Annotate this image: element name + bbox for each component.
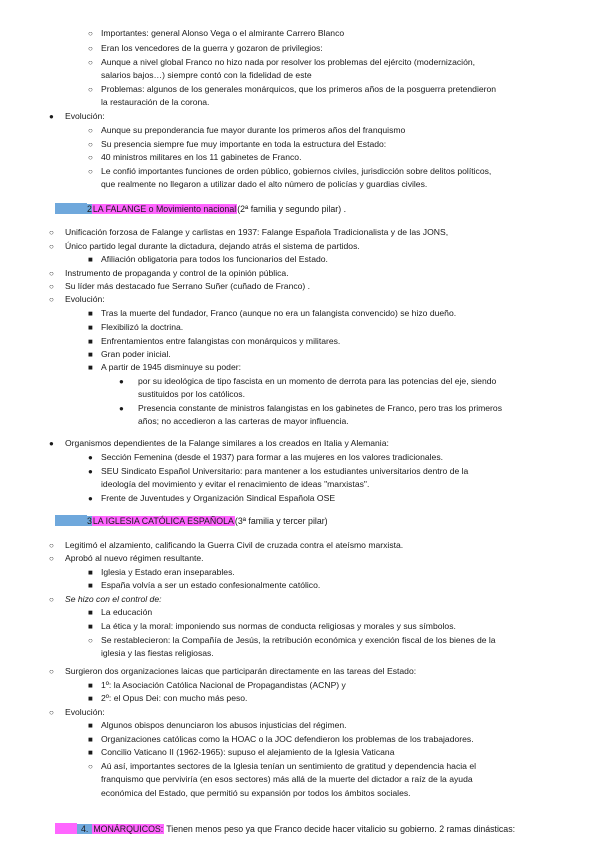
highlight-bar bbox=[55, 515, 87, 526]
list-item: Aú así, importantes sectores de la Iglesia tenían un sentimiento de gratitud y dependencia hacia el bbox=[101, 761, 477, 771]
list-item: Sección Femenina (desde el 1937) para formar a las mujeres en los valores tradicionales. bbox=[101, 452, 444, 462]
list-item: Organizaciones católicas como la HOAC o la JOC defendieron los problemas de los trabajadores. bbox=[101, 734, 474, 744]
list-item: Aprobó al nuevo régimen resultante. bbox=[65, 553, 204, 563]
bullet-disc: ● bbox=[49, 439, 54, 448]
bullet-disc: ● bbox=[119, 404, 124, 413]
list-item: Algunos obispos denunciaron los abusos injusticias del régimen. bbox=[101, 720, 347, 730]
list-item: Tras la muerte del fundador, Franco (aunque no era un falangista convencido) se hizo dueño. bbox=[101, 308, 457, 318]
section-title: LA FALANGE o Movimiento nacional bbox=[92, 204, 237, 214]
bullet-square: ■ bbox=[88, 694, 93, 703]
bullet-square: ■ bbox=[88, 608, 93, 617]
list-item: Problemas: algunos de los generales monárquicos, que los primeros años de la posguerra pretendieron bbox=[101, 84, 497, 94]
bullet-square: ■ bbox=[88, 309, 93, 318]
list-item-continuation: salarios bajos…) siempre contó con la fidelidad de este bbox=[101, 70, 312, 80]
list-item-continuation: franquismo que perviviría (en esos sectores) más allá de la muerte del dictador a raíz de la ayuda bbox=[101, 774, 473, 784]
bullet-circle: ○ bbox=[88, 153, 93, 162]
bullet-circle: ○ bbox=[49, 295, 54, 304]
section-subtitle: (3ª familia y tercer pilar) bbox=[234, 516, 328, 526]
list-item-continuation: que realmente no llegaron a utilizar dado el alto número de policías y guardias civiles. bbox=[101, 179, 428, 189]
list-item: Iglesia y Estado eran inseparables. bbox=[101, 567, 235, 577]
list-item: Importantes: general Alonso Vega o el almirante Carrero Blanco bbox=[101, 28, 345, 38]
bullet-disc: ● bbox=[119, 377, 124, 386]
section-title: MONÁRQUICOS: bbox=[93, 824, 164, 834]
bullet-disc: ● bbox=[88, 494, 93, 503]
bullet-disc: ● bbox=[88, 467, 93, 476]
list-item: Se hizo con el control de: bbox=[65, 594, 162, 604]
list-item: Le confió importantes funciones de orden público, gobiernos civiles, jurisdicción sobre delitos políticos, bbox=[101, 166, 492, 176]
bullet-square: ■ bbox=[88, 568, 93, 577]
bullet-circle: ○ bbox=[88, 140, 93, 149]
section-number: 4. bbox=[77, 824, 92, 834]
section-subtitle: (2ª familia y segundo pilar) . bbox=[237, 204, 347, 214]
list-item: Aunque a nivel global Franco no hizo nada por resolver los problemas del ejército (modernización, bbox=[101, 57, 476, 67]
highlight-bar bbox=[55, 203, 87, 214]
bullet-square: ■ bbox=[88, 681, 93, 690]
bullet-circle: ○ bbox=[49, 595, 54, 604]
section-title: LA IGLESIA CATÓLICA ESPAÑOLA bbox=[92, 516, 234, 526]
bullet-circle: ○ bbox=[88, 167, 93, 176]
list-item: Instrumento de propaganda y control de la opinión pública. bbox=[65, 268, 289, 278]
list-item: Legitimó el alzamiento, calificando la Guerra Civil de cruzada contra el ateísmo marxista. bbox=[65, 540, 404, 550]
list-item: Su líder más destacado fue Serrano Suñer (cuñado de Franco) . bbox=[65, 281, 311, 291]
list-item: por su ideológica de tipo fascista en un momento de derrota para las potencias del eje, siendo bbox=[138, 376, 497, 386]
bullet-circle: ○ bbox=[88, 636, 93, 645]
bullet-circle: ○ bbox=[49, 708, 54, 717]
list-item: Presencia constante de ministros falangistas en los gabinetes de Franco, pero tras los primeros bbox=[138, 403, 502, 413]
section-subtitle: Tienen menos peso ya que Franco decide hacer vitalicio su gobierno. 2 ramas dinásticas: bbox=[166, 824, 516, 834]
list-item-continuation: económica del Estado, que permitió su expansión por todos los ámbitos sociales. bbox=[101, 788, 411, 798]
bullet-circle: ○ bbox=[88, 762, 93, 771]
list-item: La educación bbox=[101, 607, 153, 617]
bullet-disc: ● bbox=[49, 112, 54, 121]
evolucion-label: Evolución: bbox=[65, 294, 105, 304]
list-item-continuation: iglesia y las fiestas religiosas. bbox=[101, 648, 214, 658]
list-item: Afiliación obligatoria para todos los funcionarios del Estado. bbox=[101, 254, 328, 264]
section-number: 2 bbox=[87, 204, 92, 214]
list-item: Frente de Juventudes y Organización Sindical Española OSE bbox=[101, 493, 336, 503]
bullet-square: ■ bbox=[88, 735, 93, 744]
bullet-square: ■ bbox=[88, 350, 93, 359]
bullet-circle: ○ bbox=[49, 228, 54, 237]
bullet-square: ■ bbox=[88, 721, 93, 730]
bullet-circle: ○ bbox=[49, 667, 54, 676]
list-item: Aunque su preponderancia fue mayor durante los primeros años del franquismo bbox=[101, 125, 406, 135]
list-item: Concilio Vaticano II (1962-1965): supuso el alejamiento de la Iglesia Vaticana bbox=[101, 747, 395, 757]
section-heading-falange bbox=[55, 203, 346, 215]
bullet-circle: ○ bbox=[49, 541, 54, 550]
list-item: Gran poder inicial. bbox=[101, 349, 171, 359]
bullet-circle: ○ bbox=[88, 126, 93, 135]
bullet-square: ■ bbox=[88, 363, 93, 372]
list-item: Único partido legal durante la dictadura, dejando atrás el sistema de partidos. bbox=[65, 241, 360, 251]
bullet-circle: ○ bbox=[88, 29, 93, 38]
list-item-continuation: la restauración de la corona. bbox=[101, 97, 210, 107]
highlight-bar bbox=[55, 823, 77, 834]
bullet-circle: ○ bbox=[88, 44, 93, 53]
bullet-circle: ○ bbox=[49, 242, 54, 251]
bullet-square: ■ bbox=[88, 581, 93, 590]
list-item: Surgieron dos organizaciones laicas que participarán directamente en las tareas del Estado: bbox=[65, 666, 417, 676]
bullet-square: ■ bbox=[88, 748, 93, 757]
list-item: 40 ministros militares en los 11 gabinetes de Franco. bbox=[101, 152, 302, 162]
list-item: Flexibilizó la doctrina. bbox=[101, 322, 184, 332]
bullet-circle: ○ bbox=[88, 85, 93, 94]
bullet-circle: ○ bbox=[49, 282, 54, 291]
list-item: España volvía a ser un estado confesionalmente católico. bbox=[101, 580, 321, 590]
bullet-square: ■ bbox=[88, 337, 93, 346]
list-item: A partir de 1945 disminuye su poder: bbox=[101, 362, 241, 372]
bullet-circle: ○ bbox=[88, 58, 93, 67]
list-item: Unificación forzosa de Falange y carlistas en 1937: Falange Española Tradicionalista y de las JONS, bbox=[65, 227, 449, 237]
evolucion-label: Evolución: bbox=[65, 111, 105, 121]
list-item: SEU Sindicato Español Universitario: para mantener a los estudiantes universitarios dentro de la bbox=[101, 466, 469, 476]
list-item: Organismos dependientes de la Falange similares a los creados en Italia y Alemania: bbox=[65, 438, 389, 448]
bullet-square: ■ bbox=[88, 323, 93, 332]
list-item: 1º: la Asociación Católica Nacional de Propagandistas (ACNP) y bbox=[101, 680, 346, 690]
list-item: 2º: el Opus Dei: con mucho más peso. bbox=[101, 693, 248, 703]
list-item: Eran los vencedores de la guerra y gozaron de privilegios: bbox=[101, 43, 323, 53]
bullet-square: ■ bbox=[88, 622, 93, 631]
section-heading-iglesia bbox=[55, 515, 328, 527]
list-item-continuation: sustituidos por los católicos. bbox=[138, 389, 245, 399]
list-item: Enfrentamientos entre falangistas con monárquicos y militares. bbox=[101, 336, 341, 346]
list-item: Se restablecieron: la Compañía de Jesús, la retribución económica y exención fiscal de los bienes de la bbox=[101, 635, 496, 645]
evolucion-label: Evolución: bbox=[65, 707, 105, 717]
bullet-circle: ○ bbox=[49, 554, 54, 563]
list-item: Su presencia siempre fue muy importante en toda la estructura del Estado: bbox=[101, 139, 387, 149]
bullet-circle: ○ bbox=[49, 269, 54, 278]
bullet-disc: ● bbox=[88, 453, 93, 462]
list-item-continuation: ideología del movimiento y evitar el renacimiento de ideas "marxistas". bbox=[101, 479, 370, 489]
section-number: 3 bbox=[87, 516, 92, 526]
section-heading-monarquicos bbox=[55, 823, 515, 835]
list-item-continuation: años; no accedieron a las carteras de mayor influencia. bbox=[138, 416, 349, 426]
bullet-square: ■ bbox=[88, 255, 93, 264]
list-item: La ética y la moral: imponiendo sus normas de conducta religiosas y morales y sus símbolos. bbox=[101, 621, 456, 631]
